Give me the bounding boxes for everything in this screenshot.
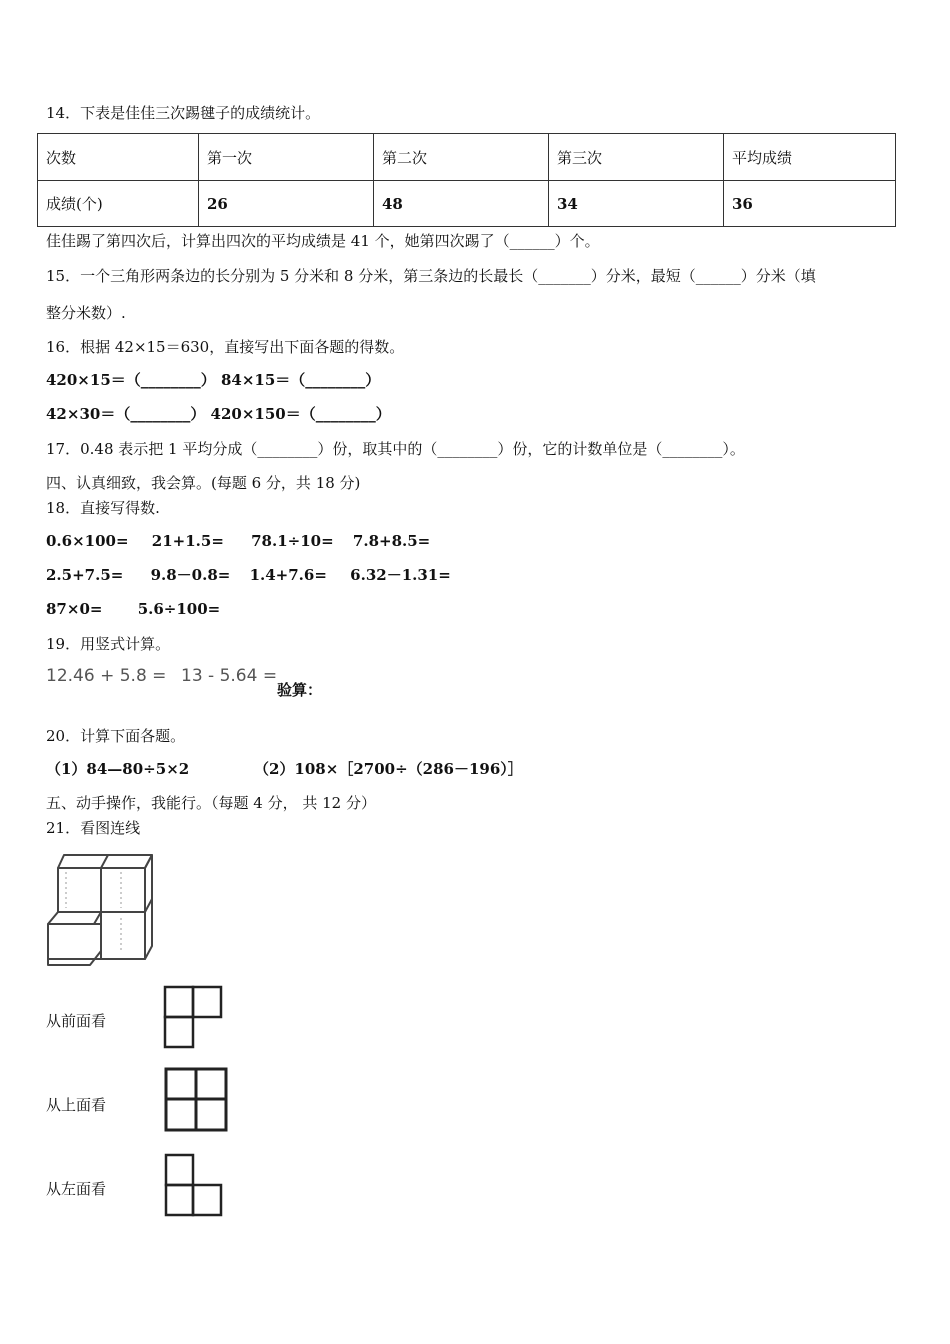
- view-label-front: 从前面看: [46, 1012, 107, 1030]
- table-header-cell: 平均成绩: [724, 134, 896, 181]
- view-figure-top[interactable]: [163, 1066, 229, 1134]
- table-cell: 26: [199, 181, 374, 227]
- q17-text: 17．0.48 表示把 1 平均分成（________）份，取其中的（________）份，它的计数单位是（________）。: [46, 440, 745, 458]
- q16-row1: 420×15＝（________） 84×15＝（________）: [46, 371, 381, 389]
- q15-line2: 整分米数）.: [46, 304, 126, 322]
- q20-p2: （2）108×［2700÷（286－196）］: [254, 760, 523, 778]
- q18-row1: [46, 531, 430, 551]
- q16-row2: 42×30＝（________） 420×150＝（________）: [46, 405, 391, 423]
- q18-item: 87×0=: [46, 600, 103, 618]
- view-figure-front[interactable]: [163, 984, 225, 1050]
- q18-row2: [46, 565, 451, 585]
- table-header-cell: 次数: [38, 134, 199, 181]
- table-row-label: 成绩(个): [38, 181, 199, 227]
- section4-title: 四、认真细致，我会算。(每题 6 分，共 18 分): [46, 474, 361, 492]
- table-cell: 48: [374, 181, 549, 227]
- q19-title: 19．用竖式计算。: [46, 635, 171, 653]
- table-cell: 36: [724, 181, 896, 227]
- q18-item: 6.32－1.31=: [350, 566, 451, 584]
- view-label-top: 从上面看: [46, 1096, 107, 1114]
- q14-title: 14．下表是佳佳三次踢毽子的成绩统计。: [46, 104, 321, 122]
- q20-title: 20．计算下面各题。: [46, 727, 186, 745]
- q15-line1: 15．一个三角形两条边的长分别为 5 分米和 8 分米，第三条边的长最长（_______）分米，最短（______）分米（填: [46, 267, 816, 285]
- q19-expr2: 13 - 5.64 =: [181, 666, 278, 686]
- q18-item: 0.6×100=: [46, 532, 129, 550]
- section5-title: 五、动手操作，我能行。（每题 4 分， 共 12 分）: [46, 794, 376, 812]
- q18-item: 21+1.5=: [151, 532, 224, 550]
- q19-expr1: 12.46 + 5.8 =: [46, 666, 167, 686]
- table-header-cell: 第一次: [199, 134, 374, 181]
- table-header-cell: 第三次: [549, 134, 724, 181]
- q18-item: 7.8+8.5=: [352, 532, 431, 550]
- q18-item: 2.5+7.5=: [46, 566, 124, 584]
- q21-title: 21．看图连线: [46, 819, 141, 837]
- q14-followup: 佳佳踢了第四次后，计算出四次的平均成绩是 41 个，她第四次踢了（______）个。: [46, 232, 600, 250]
- table-cell: 34: [549, 181, 724, 227]
- view-figure-left[interactable]: [163, 1152, 225, 1218]
- q18-title: 18．直接写得数.: [46, 499, 160, 517]
- q20-p1: （1）84—80÷5×2: [46, 760, 190, 778]
- q18-item: 78.1÷10=: [251, 532, 334, 550]
- q18-row3: [46, 599, 220, 619]
- table-header-cell: 第二次: [374, 134, 549, 181]
- q18-item: 9.8－0.8=: [150, 566, 231, 584]
- cube-solid-figure: [46, 852, 158, 968]
- view-label-left: 从左面看: [46, 1180, 107, 1198]
- score-table: [37, 133, 896, 227]
- q18-item: 1.4+7.6=: [249, 566, 327, 584]
- q18-item: 5.6÷100=: [137, 600, 221, 618]
- q16-title: 16．根据 42×15＝630，直接写出下面各题的得数。: [46, 338, 405, 356]
- q19-check: 验算：: [277, 681, 323, 699]
